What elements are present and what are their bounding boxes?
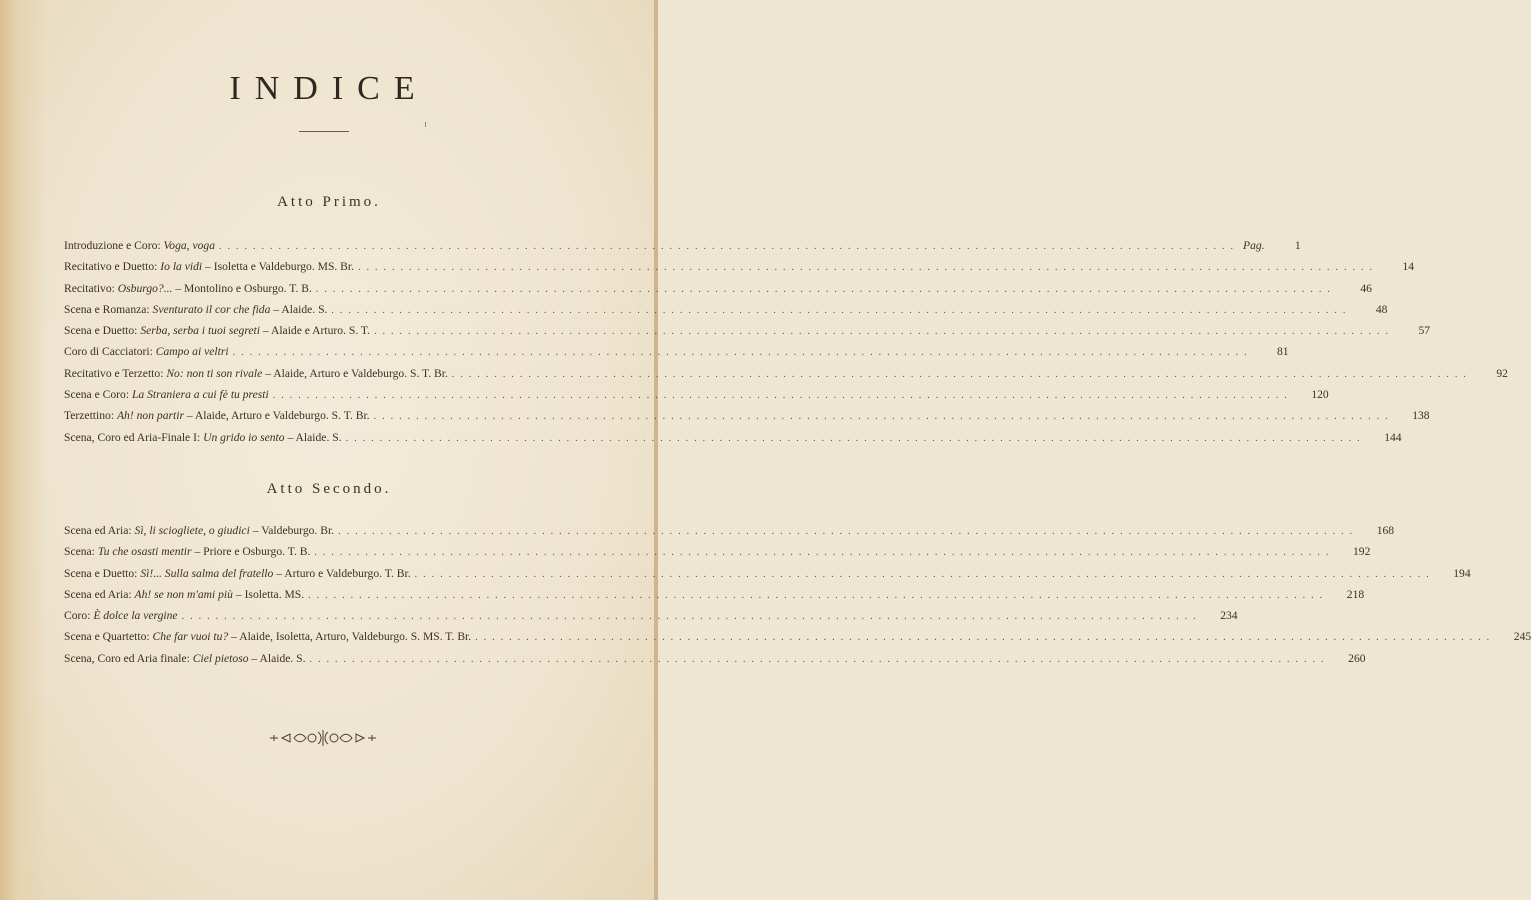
toc-list-atto-primo xyxy=(64,235,1508,448)
toc-entry-incipit: Sì, li sciogliete, o giudici xyxy=(134,524,250,537)
page-number: 168 xyxy=(1376,524,1395,537)
page-number: 14 xyxy=(1402,260,1415,274)
toc-entry-title xyxy=(64,235,219,256)
toc-entry-type: Scena: xyxy=(64,545,95,559)
toc-entry xyxy=(64,278,1372,299)
toc-entry-type: Recitativo e Terzetto: xyxy=(64,366,164,380)
toc-entry-roles: – Montolino e Osburgo. T. B. xyxy=(175,281,312,295)
toc-entry-incipit: La Straniera a cui fè tu presti xyxy=(131,388,269,402)
toc-entry-title xyxy=(64,427,346,448)
toc-entry-title xyxy=(64,541,314,562)
toc-entry-type: Terzettino: xyxy=(64,409,115,423)
toc-entry-title xyxy=(64,520,338,541)
title-rule xyxy=(299,131,349,132)
page-number: 218 xyxy=(1346,587,1365,601)
toc-entry-type: Recitativo e Duetto: xyxy=(64,260,158,274)
toc-entry-type: Scena e Coro: xyxy=(64,388,130,402)
toc-entry-incipit: Io la vidi xyxy=(160,260,203,274)
page-number: 192 xyxy=(1352,545,1371,559)
toc-entry-type: Coro: xyxy=(64,609,91,623)
toc-entry xyxy=(64,427,1402,448)
section-heading-atto-primo: Atto Primo. xyxy=(277,194,381,210)
toc-entry-title xyxy=(64,626,475,647)
toc-entry-type: Introduzione e Coro: xyxy=(64,239,161,252)
dot-leader: ........................................................................................................................ xyxy=(451,368,1472,380)
toc-entry xyxy=(64,363,1508,384)
toc-entry-type: Scena ed Aria: xyxy=(64,587,132,601)
toc-entry-type: Scena e Quartetto: xyxy=(64,630,150,644)
toc-entry xyxy=(64,541,1371,562)
toc-entry xyxy=(64,520,1395,541)
toc-entry-incipit: Ah! non partir xyxy=(116,409,184,423)
page-number: 138 xyxy=(1412,409,1430,423)
toc-entry-type: Scena e Duetto: xyxy=(64,324,138,338)
toc-entry-incipit: Serba, serba i tuoi segreti xyxy=(140,324,260,338)
dot-leader: ........................................................................................................................ xyxy=(345,432,1366,444)
dot-leader: ........................................................................................................................ xyxy=(358,262,1379,274)
page-number: 234 xyxy=(1220,609,1238,623)
toc-entry-roles: – Valdeburgo. Br. xyxy=(252,524,335,537)
toc-entry-roles: – Priore e Osburgo. T. B. xyxy=(194,545,311,559)
page-word: Pag. xyxy=(1243,239,1265,252)
toc-entry-incipit: Che far vuoi tu? xyxy=(152,630,229,644)
toc-entry xyxy=(64,605,1238,626)
toc-entry-incipit: È dolce la vergine xyxy=(93,609,178,623)
toc-entry xyxy=(64,320,1431,341)
toc-entry-roles: – Alaide, Isoletta, Arturo, Valdeburgo. S. MS. T. Br. xyxy=(231,630,472,644)
dot-leader: ........................................................................................................................ xyxy=(314,547,1335,559)
toc-entry xyxy=(64,299,1388,320)
page-title: INDICE xyxy=(229,70,429,107)
toc-entry-title xyxy=(64,384,273,405)
dot-leader: ........................................................................................................................ xyxy=(373,411,1394,423)
toc-entry-type: Scena e Duetto: xyxy=(64,566,138,580)
page-number: 1 xyxy=(1294,239,1301,252)
page-number: 92 xyxy=(1496,366,1508,380)
dot-leader: ........................................................................................................................ xyxy=(181,611,1202,623)
toc-entry-roles: – Isoletta. MS. xyxy=(235,587,305,601)
toc-entry-type: Scena e Romanza: xyxy=(64,302,150,316)
toc-entry-incipit: Ah! se non m'ami più xyxy=(134,587,233,601)
toc-entry xyxy=(64,626,1531,647)
page-number: 144 xyxy=(1384,430,1402,444)
dot-leader: ........................................................................................................................ xyxy=(309,653,1330,665)
toc-entry xyxy=(64,405,1430,426)
page-number: 194 xyxy=(1453,566,1471,580)
toc-entry xyxy=(64,384,1329,405)
ornament-icon xyxy=(268,727,378,749)
toc-entry-incipit: Voga, voga xyxy=(163,239,216,252)
toc-entry-type: Coro di Cacciatori: xyxy=(64,345,153,359)
toc-entry-title xyxy=(64,320,374,341)
toc-entry-roles: – Alaide e Arturo. S. T. xyxy=(262,324,371,338)
page-edge-right xyxy=(654,0,658,900)
toc-entry-roles: – Isoletta e Valdeburgo. MS. Br. xyxy=(205,260,355,274)
toc-entry-roles: – Alaide, Arturo e Valdeburgo. S. T. Br. xyxy=(186,409,370,423)
toc-entry-roles: – Alaide. S. xyxy=(273,302,328,316)
page-number: 120 xyxy=(1311,388,1329,402)
toc-entry xyxy=(64,341,1289,362)
toc-entry-roles: – Alaide, Arturo e Valdeburgo. S. T. Br. xyxy=(265,366,448,380)
toc-entry-incipit: Tu che osasti mentir xyxy=(97,545,192,559)
toc-entry-incipit: Osburgo?... xyxy=(117,281,173,295)
page-number: 81 xyxy=(1276,345,1289,359)
dot-leader: ........................................................................................................................ xyxy=(331,304,1352,316)
dot-leader: ........................................................................................................................ xyxy=(315,283,1336,295)
toc-entry-type: Scena, Coro ed Aria-Finale I: xyxy=(64,430,201,444)
toc-entry-type: Recitativo: xyxy=(64,281,115,295)
dot-leader: ........................................................................................................................ xyxy=(219,241,1240,252)
toc-entry-roles: – Alaide. S. xyxy=(251,651,306,665)
dot-leader: ........................................................................................................................ xyxy=(232,347,1253,359)
dot-leader: ........................................................................................................................ xyxy=(338,526,1359,537)
toc-entry-incipit: Sì!... Sulla salma del fratello xyxy=(140,566,274,580)
toc-entry-incipit: No: non ti son rivale xyxy=(166,366,263,380)
page-number: 245 xyxy=(1513,630,1531,644)
dot-leader: ........................................................................................................................ xyxy=(414,568,1435,580)
toc-entry xyxy=(64,584,1365,605)
dot-leader: ........................................................................................................................ xyxy=(374,326,1395,338)
toc-entry-title xyxy=(64,341,233,362)
dot-leader: ........................................................................................................................ xyxy=(272,390,1293,402)
toc-entry xyxy=(64,648,1366,669)
toc-entry xyxy=(64,235,1301,256)
print-mark xyxy=(425,122,426,127)
toc-entry-title xyxy=(64,299,331,320)
page-edge-shadow xyxy=(0,0,46,900)
toc-entry-incipit: Campo ai veltri xyxy=(155,345,229,359)
toc-entry xyxy=(64,563,1471,584)
toc-entry-title xyxy=(64,363,452,384)
toc-entry-incipit: Un grido io sento xyxy=(203,430,285,444)
toc-entry-title xyxy=(64,563,415,584)
page-number: 260 xyxy=(1348,651,1366,665)
toc-entry-incipit: Ciel pietoso xyxy=(192,651,249,665)
section-heading-atto-secondo: Atto Secondo. xyxy=(266,481,392,497)
toc-entry-title xyxy=(64,278,316,299)
toc-entry-incipit: Sventurato il cor che fida xyxy=(152,302,271,316)
dot-leader: ........................................................................................................................ xyxy=(475,632,1496,644)
toc-entry-title xyxy=(64,648,310,669)
toc-entry-type: Scena, Coro ed Aria finale: xyxy=(64,651,190,665)
page-number: 57 xyxy=(1418,324,1431,338)
toc-list-atto-secondo xyxy=(64,520,1531,669)
toc-entry xyxy=(64,256,1415,277)
toc-entry-title xyxy=(64,584,308,605)
toc-entry-title xyxy=(64,256,358,277)
toc-entry-title xyxy=(64,605,182,626)
dot-leader: ........................................................................................................................ xyxy=(308,589,1329,601)
toc-entry-roles: – Arturo e Valdeburgo. T. Br. xyxy=(276,566,411,580)
toc-entry-title xyxy=(64,405,374,426)
toc-entry-type: Scena ed Aria: xyxy=(64,524,132,537)
page-number: 46 xyxy=(1360,281,1372,295)
toc-entry-roles: – Alaide. S. xyxy=(287,430,342,444)
page-number: 48 xyxy=(1375,302,1388,316)
